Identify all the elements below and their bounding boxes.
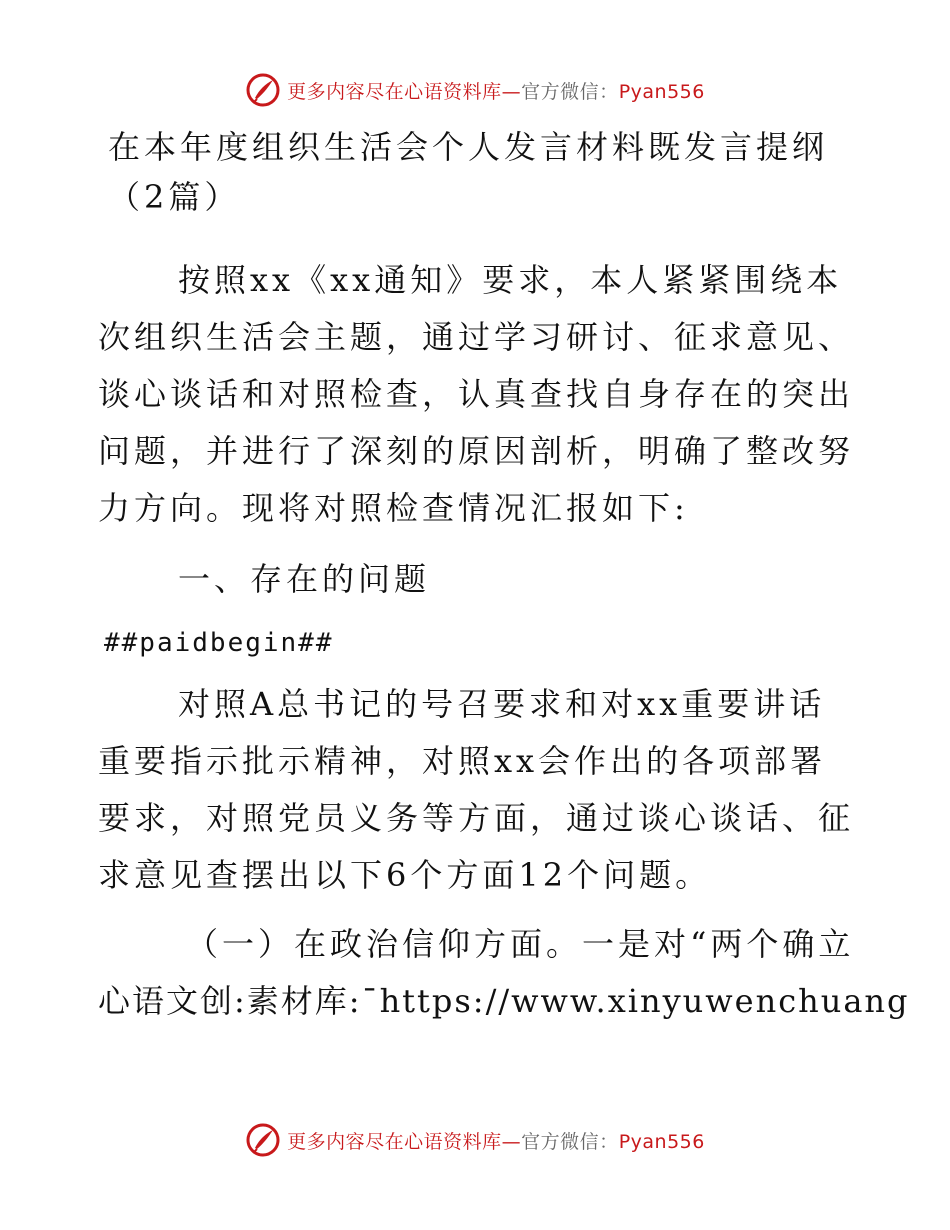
feather-pen-logo-icon	[245, 72, 281, 108]
intro-paragraph: 按照xx《xx通知》要求，本人紧紧围绕本次组织生活会主题，通过学习研讨、征求意见、谈心谈话和对照检查，认真查找自身存在的突出问题，并进行了深刻的原因剖析，明确了整改努力方向。现将对照检查情况汇报如下:	[98, 261, 855, 527]
banner-wechat-id: Pyan556	[618, 1130, 705, 1153]
banner-slogan: 更多内容尽在心语资料库—	[287, 1130, 522, 1153]
banner-text	[287, 77, 705, 104]
banner-text	[287, 1127, 705, 1154]
banner-slogan: 更多内容尽在心语资料库—	[287, 80, 522, 103]
header-banner	[0, 70, 950, 110]
document-title: 在本年度组织生活会个人发言材料既发言提纲（2篇）	[108, 128, 829, 216]
banner-wechat-label: 官方微信：	[521, 80, 619, 103]
banner-wechat-id: Pyan556	[618, 80, 705, 103]
source-footer-line: 心语文创:素材库:¯https://www.xinyuwenchuang	[98, 982, 910, 1020]
document-body	[98, 122, 910, 1030]
feather-pen-logo-icon	[245, 1122, 281, 1158]
subsection-paragraph: （一）在政治信仰方面。一是对“两个确立	[186, 925, 855, 963]
banner-wechat-label: 官方微信：	[521, 1130, 619, 1153]
paid-marker: ##paidbegin##	[104, 628, 334, 658]
section-heading: 一、存在的问题	[178, 560, 431, 598]
footer-banner	[0, 1120, 950, 1160]
body-paragraph: 对照A总书记的号召要求和对xx重要讲话重要指示批示精神，对照xx会作出的各项部署要求，对照党员义务等方面，通过谈心谈话、征求意见查摆出以下6个方面12个问题。	[98, 685, 855, 894]
